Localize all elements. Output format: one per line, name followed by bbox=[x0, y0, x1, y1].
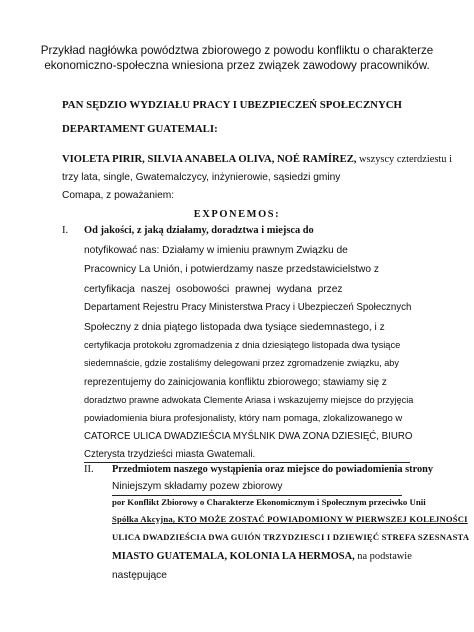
section-1-line: Społeczny z dnia piątego listopada dwa tysiące siedemnastego, i z bbox=[84, 322, 385, 333]
parties-line-1 bbox=[62, 154, 452, 165]
section-1-underline bbox=[84, 462, 410, 463]
exponemos-heading: EXPONEMOS: bbox=[193, 209, 281, 220]
section-1-line: certyfikacja naszej osobowości prawnej wydana przez bbox=[84, 284, 343, 295]
section-1-line: Od jakości, z jaką działamy, doradztwa i miejsca do bbox=[84, 225, 314, 236]
section-2-city: MIASTO GUATEMALA, KOLONIA LA HERMOSA, bbox=[112, 551, 355, 562]
section-2-line: por Konflikt Zbiorowy o Charakterze Ekonomicznym i Społecznym przeciwko Unii bbox=[112, 497, 426, 507]
intro-line-2: ekonomiczno-społeczna wniesiona przez związek zawodowy pracowników. bbox=[44, 59, 430, 72]
intro-line-1: Przykład nagłówka powództwa zbiorowego z powodu konfliktu o charakterze bbox=[40, 44, 434, 57]
section-2-line bbox=[112, 551, 412, 562]
section-1-line: siedemnaście, gdzie zostaliśmy delegowani przez zgromadzenie związku, aby bbox=[84, 358, 399, 368]
section-1-line: doradztwo prawne adwokata Clemente Ariasa i wskazujemy miejsce do przyjęcia bbox=[84, 395, 414, 405]
parties-line-2: trzy lata, single, Gwatemalczycy, inżynierowie, sąsiedzi gminy bbox=[62, 172, 341, 183]
parties-names: VIOLETA PIRIR, SILVIA ANABELA OLIVA, NOÉ RAMÍREZ, bbox=[62, 154, 357, 165]
section-1-line: powiadomienia biura profesjonalisty, który nam pomaga, zlokalizowanego w bbox=[84, 413, 403, 424]
section-2-underline bbox=[112, 495, 402, 496]
section-1-line: Departament Rejestru Pracy Ministerstwa Pracy i Ubezpieczeń Społecznych bbox=[84, 302, 412, 313]
section-1-line: reprezentujemy do zainicjowania konfliktu zbiorowego; stawiamy się z bbox=[84, 377, 387, 388]
section-2-line: następujące bbox=[112, 570, 167, 581]
section-1-numeral: I. bbox=[62, 225, 69, 236]
section-2-numeral: II. bbox=[84, 464, 94, 475]
section-1-line: Czterysta trzydzieści miasta Gwatemali. bbox=[84, 449, 256, 460]
court-line-1: PAN SĘDZIO WYDZIAŁU PRACY I UBEZPIECZEŃ SPOŁECZNYCH bbox=[62, 99, 402, 111]
section-1-line: notyfikować nas: Działamy w imieniu prawnym Związku de bbox=[84, 245, 348, 256]
parties-names-rest: wszyscy czterdziestu i bbox=[356, 154, 452, 165]
section-2-basis: na podstawie bbox=[354, 551, 412, 562]
parties-line-3: Comapa, z poważaniem: bbox=[62, 190, 175, 201]
section-1-line: CATORCE ULICA DWADZIEŚCIA MYŚLNIK DWA ZONA DZIESIĘĆ, BIURO bbox=[84, 431, 413, 442]
section-2-line: Niniejszym składamy pozew zbiorowy bbox=[112, 481, 283, 492]
section-2-line: Przedmiotem naszego wystąpienia oraz miejsce do powiadomienia strony bbox=[112, 464, 433, 475]
section-1-line: certyfikacja protokołu zgromadzenia z dnia dziesiątego listopada dwa tysiące bbox=[84, 340, 401, 350]
court-line-2: DEPARTAMENT GUATEMALI: bbox=[62, 123, 218, 135]
section-2-line: Spółka Akcyjna, KTO MOŻE ZOSTAĆ POWIADOMIONY W PIERWSZEJ KOLEJNOŚCI bbox=[112, 514, 468, 524]
section-1-line: Pracownicy La Unión, i potwierdzamy nasze przedstawicielstwo z bbox=[84, 264, 379, 275]
section-2-line: ULICA DWADZIEŚCIA DWA GUIÓN TRZYDZIESCI I DZIEWIĘĆ STREFA SZESNASTA bbox=[112, 532, 470, 542]
